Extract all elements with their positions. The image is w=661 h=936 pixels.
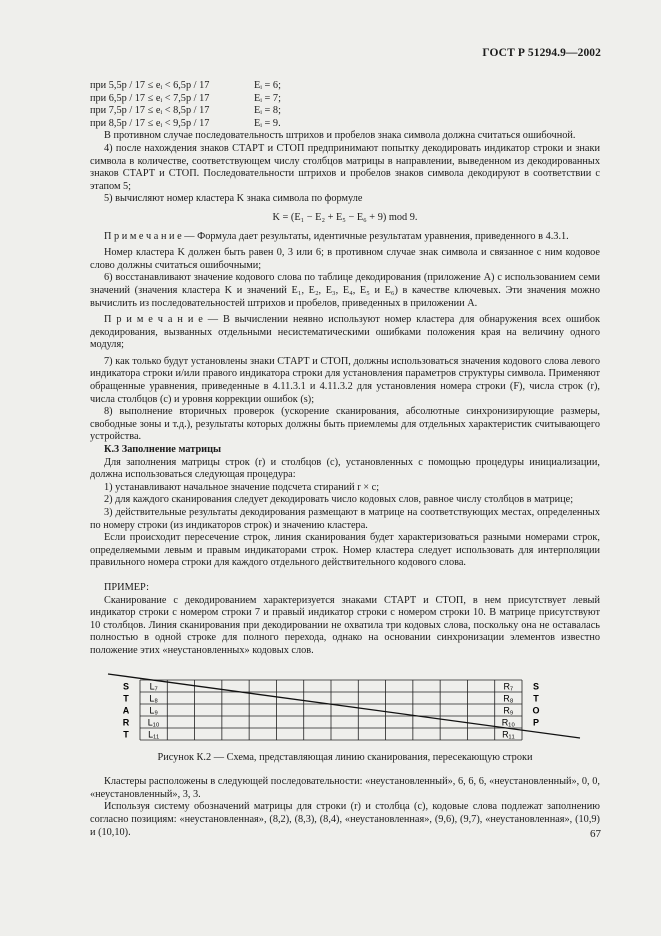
paragraph: 7) как только будут установлены знаки СТАРТ и СТОП, должны использоваться значения кодового слова левого индикатора строки и/или правого индикатора строки для установления параметров структуры символа. Применяют обращенные уравнения, приведенные в 4.11.3.1 и 4.11.3.2 для установления номера строки (F), числа строк (r), числа столбцов (c) и уровня коррекции ошибок (s); [90, 355, 600, 405]
condition-row [90, 118, 600, 131]
condition-range: при 6,5p / 17 ≤ eᵢ < 7,5p / 17 [90, 92, 210, 104]
paragraph: 5) вычисляют номер кластера K знака символа по формуле [104, 193, 363, 205]
figure-caption: Рисунок К.2 — Схема, представляющая линию сканирования, пересекающую строки [157, 751, 533, 763]
condition-result: Eᵢ = 7; [254, 92, 281, 104]
stop-letter: P [532, 717, 540, 728]
right-row-indicator: R₉ [503, 705, 514, 716]
note [90, 314, 600, 352]
stop-letter: T [533, 693, 539, 704]
page-content [90, 80, 600, 839]
condition-result: Eᵢ = 8; [254, 105, 281, 117]
left-row-indicator: L₇ [149, 681, 158, 692]
paragraph: Используя систему обозначений матрицы для строки (r) и столбца (c), кодовые слова подлежат заполнению согласно позициям: «неустановленная», (8,2), (8,3), (8,4), «неустановленная», (9,6), (9,7), «неустановленная», (10,9) и (10,10). [90, 801, 600, 838]
note-text: — Формула дает результаты, идентичные результатам уравнения, приведенного в 4.3.1. [181, 230, 569, 242]
note-label: П р и м е ч а н и е [104, 230, 182, 242]
paragraph: Для заполнения матрицы строк (r) и столбцов (c), установленных с помощью процедуры инициализации, должна использоваться следующая процедура: [90, 456, 600, 481]
left-row-indicator: L₁₁ [148, 729, 160, 740]
paragraph: Сканирование с декодированием характеризуется знаками СТАРТ и СТОП, в нем присутствует левый индикатор строки с номером строки 7 и правый индикатор строки с номером строки 10. В матрице присутствуют 10 столбцов. Линия сканирования при декодировании не охватила три кодовых слова, поскольку она не оставалась полностью в одной строке для полного перехода, однако на основании синхронизации элементов известно положение этих «неустановленных» кодовых слов. [90, 594, 600, 656]
paragraph: 8) выполнение вторичных проверок (ускорение сканирования, абсолютные синхронизирующие размеры, свободные зоны и т.д.), результаты которых должны быть приемлемы для отдельных характеристик считывающего устройства. [90, 406, 600, 443]
right-row-indicator: R₁₀ [501, 717, 515, 728]
condition-range: при 8,5p / 17 ≤ eᵢ < 9,5p / 17 [90, 117, 210, 129]
note-text: — В вычислении неявно используют номер кластера для обнаружения всех ошибок декодирования, вызванных отдельными несистематическими ошибками положения края на величину одного модуля; [90, 314, 600, 351]
condition-result: Eᵢ = 9. [254, 117, 281, 129]
paragraph: В противном случае последовательность штрихов и пробелов знака символа должна считаться ошибочной. [104, 130, 576, 142]
paragraph: Кластеры расположены в следующей последовательности: «неустановленный», 6, 6, 6, «неустановленный», 0, 0, «неустановленный», 3, 3. [90, 776, 600, 800]
list-item: 3) действительные результаты декодирования размещают в матрице на соответствующих местах, определенных по номеру строки (из индикаторов строк) и значению кластера. [90, 507, 600, 531]
start-letter: S [122, 681, 130, 692]
note [90, 231, 600, 244]
scan-line-figure [90, 670, 600, 748]
matrix-diagram [90, 670, 600, 748]
left-row-indicator: L₈ [149, 693, 159, 704]
left-row-indicator: L₁₀ [147, 717, 160, 728]
condition-range: при 7,5p / 17 ≤ eᵢ < 8,5p / 17 [90, 105, 210, 117]
stop-letter: O [532, 705, 540, 716]
example-label: ПРИМЕР: [104, 581, 150, 593]
start-letter: T [123, 729, 129, 740]
paragraph: 6) восстанавливают значение кодового слова по таблице декодирования (приложение А) с использованием семи значений (значения кластера K и значений E₁, E₂, E₃, E₄, E₅ и E₆) в качестве ключевых. Эти значения можно вычислить из последовательностей штрихов и пробелов, приведенных в приложении А. [90, 272, 600, 309]
note-label: П р и м е ч а н и е [104, 314, 203, 326]
document-header: ГОСТ Р 51294.9—2002 [482, 47, 601, 59]
paragraph: 4) после нахождения знаков СТАРТ и СТОП предпринимают попытку декодировать индикатор строки и знаки символа в количестве, соответствующем числу столбцов матрицы в направлении, выведенном из декодированных знаков СТАРТ и СТОП. Последовательности штрихов и пробелов знаков символа декодируют в соответствии с этапом 5; [90, 142, 600, 192]
list-item: 1) устанавливают начальное значение подсчета стираний r × c; [104, 481, 380, 493]
condition-result: Eᵢ = 6; [254, 80, 281, 91]
condition-row [90, 80, 600, 93]
matrix-grid [140, 680, 522, 740]
condition-row [90, 105, 600, 118]
condition-row [90, 93, 600, 106]
page-number: 67 [590, 828, 601, 840]
condition-range: при 5,5p / 17 ≤ eᵢ < 6,5p / 17 [90, 80, 210, 91]
formula: K = (E₁ − E₂ + E₅ − E₆ + 9) mod 9. [272, 211, 418, 223]
paragraph: Номер кластера K должен быть равен 0, 3 или 6; в противном случае знак символа и связанное с ним кодовое слово должны считаться ошибочными; [90, 247, 600, 271]
section-heading: К.3 Заполнение матрицы [104, 444, 222, 456]
right-row-indicator: R₈ [503, 693, 514, 704]
paragraph: Если происходит пересечение строк, линия сканирования будет характеризоваться разными номерами строк, определяемыми левым и правым индикаторами строк. Номер кластера следует использовать для интерполяции правильного номера строки для каждого отдельного действительного кодового слова. [90, 532, 600, 569]
start-letter: A [122, 705, 130, 716]
right-row-indicator: R₇ [503, 681, 514, 692]
list-item: 2) для каждого сканирования следует декодировать число кодовых слов, равное числу столбцов в матрице; [104, 494, 574, 506]
condition-list [90, 80, 600, 130]
left-row-indicator: L₉ [149, 705, 158, 716]
start-letter: T [123, 693, 129, 704]
start-letter: R [122, 717, 130, 728]
right-row-indicator: R₁₁ [502, 729, 515, 740]
stop-letter: S [532, 681, 540, 692]
